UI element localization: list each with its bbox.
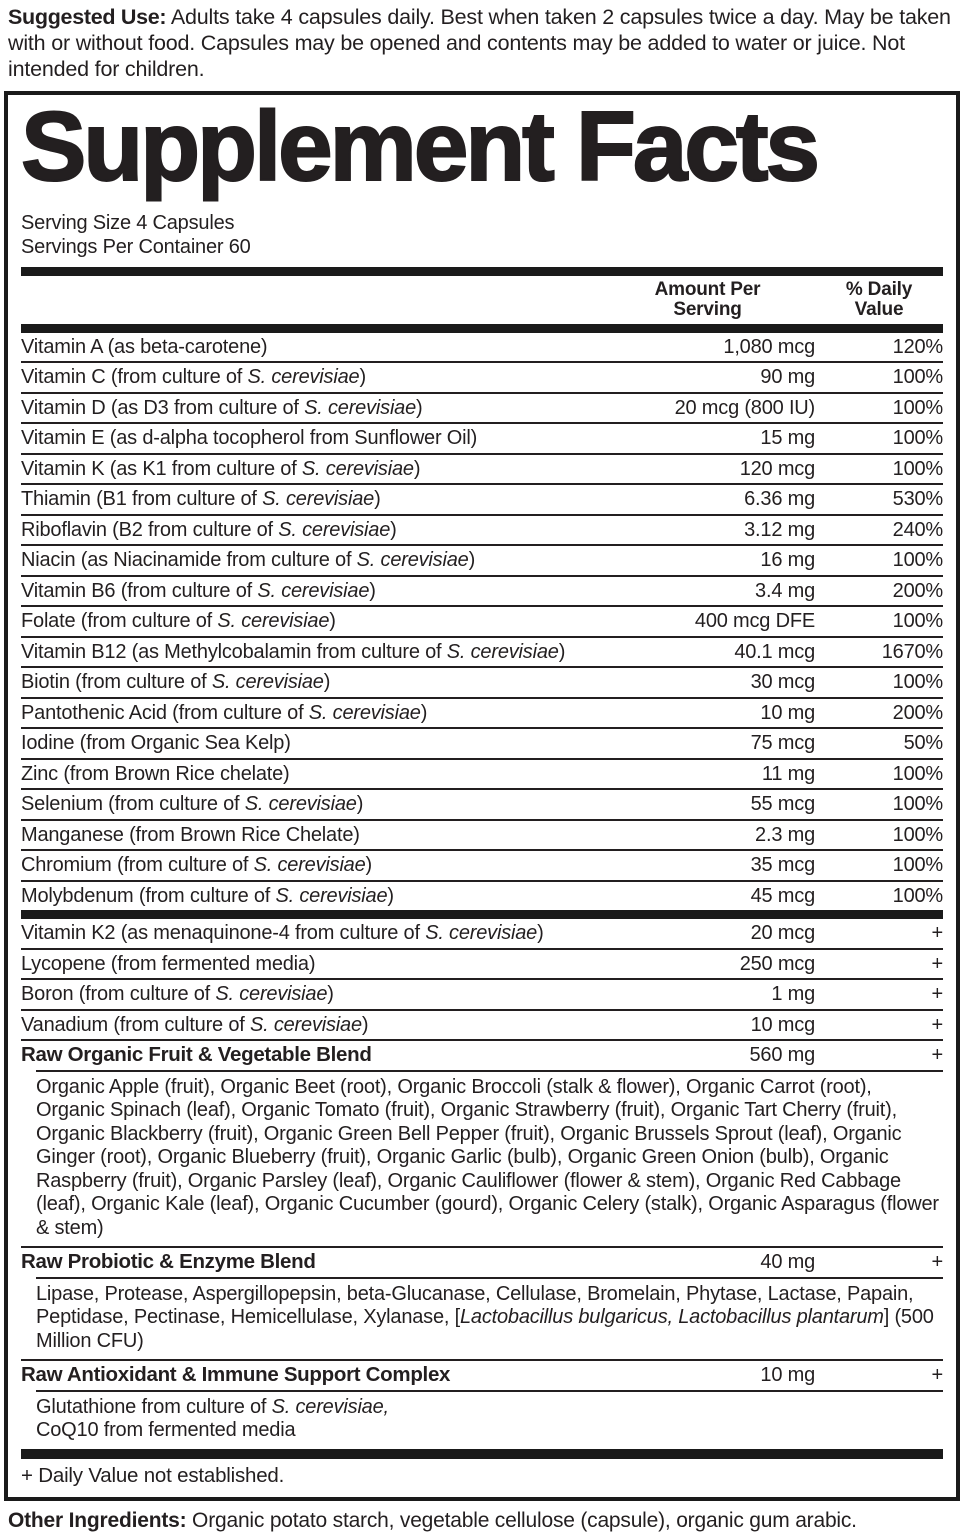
ingredient-row [21,919,943,950]
ingredient-row [21,455,943,486]
ingredient-amount: 45 mcg [750,884,815,907]
ingredient-amount: 75 mcg [750,732,815,755]
ingredient-row [21,363,943,394]
ingredient-row [21,950,943,981]
ingredient-name: Molybdenum (from culture of S. cerevisiae) [21,884,394,907]
ingredient-daily-value: 530% [892,488,943,511]
ingredient-row [21,485,943,516]
ingredient-name: Biotin (from culture of S. cerevisiae) [21,671,331,694]
ingredient-row [21,821,943,852]
ingredient-row [21,333,943,364]
blend-ingredients: Organic Apple (fruit), Organic Beet (root), Organic Broccoli (stalk & flower), Organic Carrot (root), Organic Spinach (leaf), Organic Tomato (fruit), Organic Strawberry (fruit), Organic Tart Cherry (fruit), Organic Blackberry (fruit), Organic Green Bell Pepper (fruit), Organic Brussels Sprout (leaf), Organic Ginger (root), Organic Blueberry (fruit), Organic Garlic (bulb), Organic Green Onion (bulb), Organic Raspberry (fruit), Organic Parsley (leaf), Organic Cauliflower (flower & stem), Organic Red Cabbage (leaf), Organic Kale (leaf), Organic Cucumber (gourd), Organic Celery (stalk), Organic Asparagus (flower & stem) [36,1070,943,1247]
divider-bar-heavy [21,324,943,333]
servings-per-container: Servings Per Container 60 [21,235,251,258]
ingredient-name: Chromium (from culture of S. cerevisiae) [21,854,373,877]
ingredient-daily-value: 100% [892,671,943,694]
blend-section [21,1041,943,1246]
nutrient-rows-no-daily-value [21,919,943,1041]
nutrient-rows-daily-value [21,333,943,911]
blend-amount: 40 mg [760,1251,815,1274]
ingredient-amount: 30 mcg [750,671,815,694]
blend-section [21,1359,943,1449]
ingredient-daily-value: 100% [892,457,943,480]
ingredient-row [21,1011,943,1042]
blend-row [21,1361,943,1390]
ingredient-amount: 10 mcg [750,1013,815,1036]
ingredient-name: Manganese (from Brown Rice Chelate) [21,823,360,846]
ingredient-daily-value: 100% [892,427,943,450]
ingredient-daily-value: 50% [903,732,943,755]
blend-name: Raw Antioxidant & Immune Support Complex [21,1363,451,1387]
ingredient-amount: 20 mcg [750,922,815,945]
suggested-use [0,0,964,84]
ingredient-amount: 11 mg [761,762,815,785]
ingredient-amount: 1,080 mcg [723,335,815,358]
ingredient-name: Vitamin B12 (as Methylcobalamin from culture of S. cerevisiae) [21,640,566,663]
ingredient-amount: 2.3 mg [755,823,815,846]
ingredient-row [21,546,943,577]
ingredient-amount: 10 mg [760,701,815,724]
ingredient-amount: 90 mg [760,366,815,389]
suggested-use-label: Suggested Use: [8,5,167,29]
ingredient-amount: 15 mg [760,427,815,450]
ingredient-amount: 55 mcg [750,793,815,816]
ingredient-name: Vitamin C (from culture of S. cerevisiae) [21,366,366,389]
ingredient-row [21,729,943,760]
blend-section [21,1246,943,1359]
other-ingredients-text: Organic potato starch, vegetable cellulose (capsule), organic gum arabic. [186,1508,857,1532]
ingredient-name: Zinc (from Brown Rice chelate) [21,762,290,785]
ingredient-row [21,607,943,638]
ingredient-amount: 16 mg [760,549,815,572]
column-headers [21,276,943,324]
ingredient-daily-value: 100% [892,396,943,419]
ingredient-row [21,424,943,455]
ingredient-row [21,638,943,669]
ingredient-daily-value: 200% [892,701,943,724]
ingredient-row [21,980,943,1011]
ingredient-daily-value: 100% [892,823,943,846]
ingredient-name: Vitamin D (as D3 from culture of S. cerevisiae) [21,396,423,419]
ingredient-amount: 1 mg [771,983,815,1006]
blend-row [21,1248,943,1277]
ingredient-name: Riboflavin (B2 from culture of S. cerevisiae) [21,518,397,541]
ingredient-row [21,790,943,821]
serving-info [21,211,943,259]
ingredient-name: Vitamin K2 (as menaquinone-4 from culture of S. cerevisiae) [21,922,544,945]
ingredient-name: Vitamin E (as d-alpha tocopherol from Sunflower Oil) [21,427,478,450]
ingredient-name: Thiamin (B1 from culture of S. cerevisiae) [21,488,381,511]
serving-size: Serving Size 4 Capsules [21,211,235,234]
blend-name: Raw Probiotic & Enzyme Blend [21,1250,316,1274]
ingredient-daily-value: 100% [892,884,943,907]
ingredient-amount: 3.4 mg [755,579,815,602]
ingredient-name: Folate (from culture of S. cerevisiae) [21,610,336,633]
ingredient-daily-value: + [931,1013,943,1036]
ingredient-daily-value: + [931,922,943,945]
blend-daily-value: + [931,1364,943,1387]
ingredient-amount: 6.36 mg [744,488,815,511]
ingredient-daily-value: 240% [892,518,943,541]
column-header-amount-per-serving: Amount Per Serving [654,278,761,321]
ingredient-daily-value: 100% [892,366,943,389]
ingredient-row [21,851,943,882]
ingredient-row [21,760,943,791]
ingredient-daily-value: 100% [892,793,943,816]
ingredient-amount: 120 mcg [739,457,815,480]
ingredient-daily-value: 120% [892,335,943,358]
blend-amount: 10 mg [760,1364,815,1387]
ingredient-daily-value: + [931,983,943,1006]
other-ingredients-label: Other Ingredients: [8,1508,187,1532]
ingredient-name: Iodine (from Organic Sea Kelp) [21,732,291,755]
ingredient-name: Selenium (from culture of S. cerevisiae) [21,793,364,816]
ingredient-row [21,577,943,608]
ingredient-daily-value: 100% [892,854,943,877]
ingredient-name: Lycopene (from fermented media) [21,952,316,975]
ingredient-daily-value: 100% [892,610,943,633]
divider-bar-heavy [21,910,943,919]
ingredient-amount: 35 mcg [750,854,815,877]
ingredient-daily-value: 100% [892,762,943,785]
blend-sections [21,1041,943,1449]
ingredient-name: Vitamin A (as beta-carotene) [21,335,268,358]
suggested-use-text: Adults take 4 capsules daily. Best when taken 2 capsules twice a day. May be taken with or without food. Capsules may be opened and contents may be added to water or juice. Not intended for children. [8,5,951,81]
blend-daily-value: + [931,1044,943,1067]
ingredient-row [21,882,943,911]
ingredient-daily-value: 1670% [881,640,943,663]
ingredient-name: Niacin (as Niacinamide from culture of S. cerevisiae) [21,549,476,572]
ingredient-row [21,668,943,699]
panel-title: Supplement Facts [21,91,818,201]
blend-name: Raw Organic Fruit & Vegetable Blend [21,1043,372,1067]
ingredient-amount: 20 mcg (800 IU) [674,396,815,419]
column-header-daily-value: % Daily Value [845,278,913,321]
ingredient-amount: 3.12 mg [744,518,815,541]
ingredient-amount: 250 mcg [739,952,815,975]
ingredient-row [21,394,943,425]
ingredient-row [21,699,943,730]
ingredient-name: Vanadium (from culture of S. cerevisiae) [21,1013,369,1036]
blend-row [21,1041,943,1070]
supplement-facts-panel [4,91,960,1501]
blend-ingredients: Lipase, Protease, Aspergillopepsin, beta-Glucanase, Cellulase, Bromelain, Phytase, Lactase, Papain, Peptidase, Pectinase, Hemicellulase, Xylanase, [Lactobacillus bulgaricus, Lactobacillus plantarum] (500 Million CFU) [36,1277,943,1360]
ingredient-row [21,516,943,547]
divider-bar-heavy [21,267,943,276]
divider-bar-heavy [21,1449,943,1459]
ingredient-daily-value: + [931,952,943,975]
daily-value-footnote: + Daily Value not established. [21,1463,285,1487]
other-ingredients [0,1501,964,1539]
blend-ingredients: Glutathione from culture of S. cerevisiae, CoQ10 from fermented media [36,1390,943,1449]
ingredient-name: Pantothenic Acid (from culture of S. cerevisiae) [21,701,428,724]
ingredient-name: Vitamin B6 (from culture of S. cerevisiae) [21,579,376,602]
ingredient-daily-value: 200% [892,579,943,602]
blend-amount: 560 mg [749,1044,815,1067]
ingredient-amount: 400 mcg DFE [694,610,815,633]
ingredient-name: Boron (from culture of S. cerevisiae) [21,983,334,1006]
blend-daily-value: + [931,1251,943,1274]
ingredient-daily-value: 100% [892,549,943,572]
ingredient-amount: 40.1 mcg [734,640,815,663]
ingredient-name: Vitamin K (as K1 from culture of S. cerevisiae) [21,457,421,480]
